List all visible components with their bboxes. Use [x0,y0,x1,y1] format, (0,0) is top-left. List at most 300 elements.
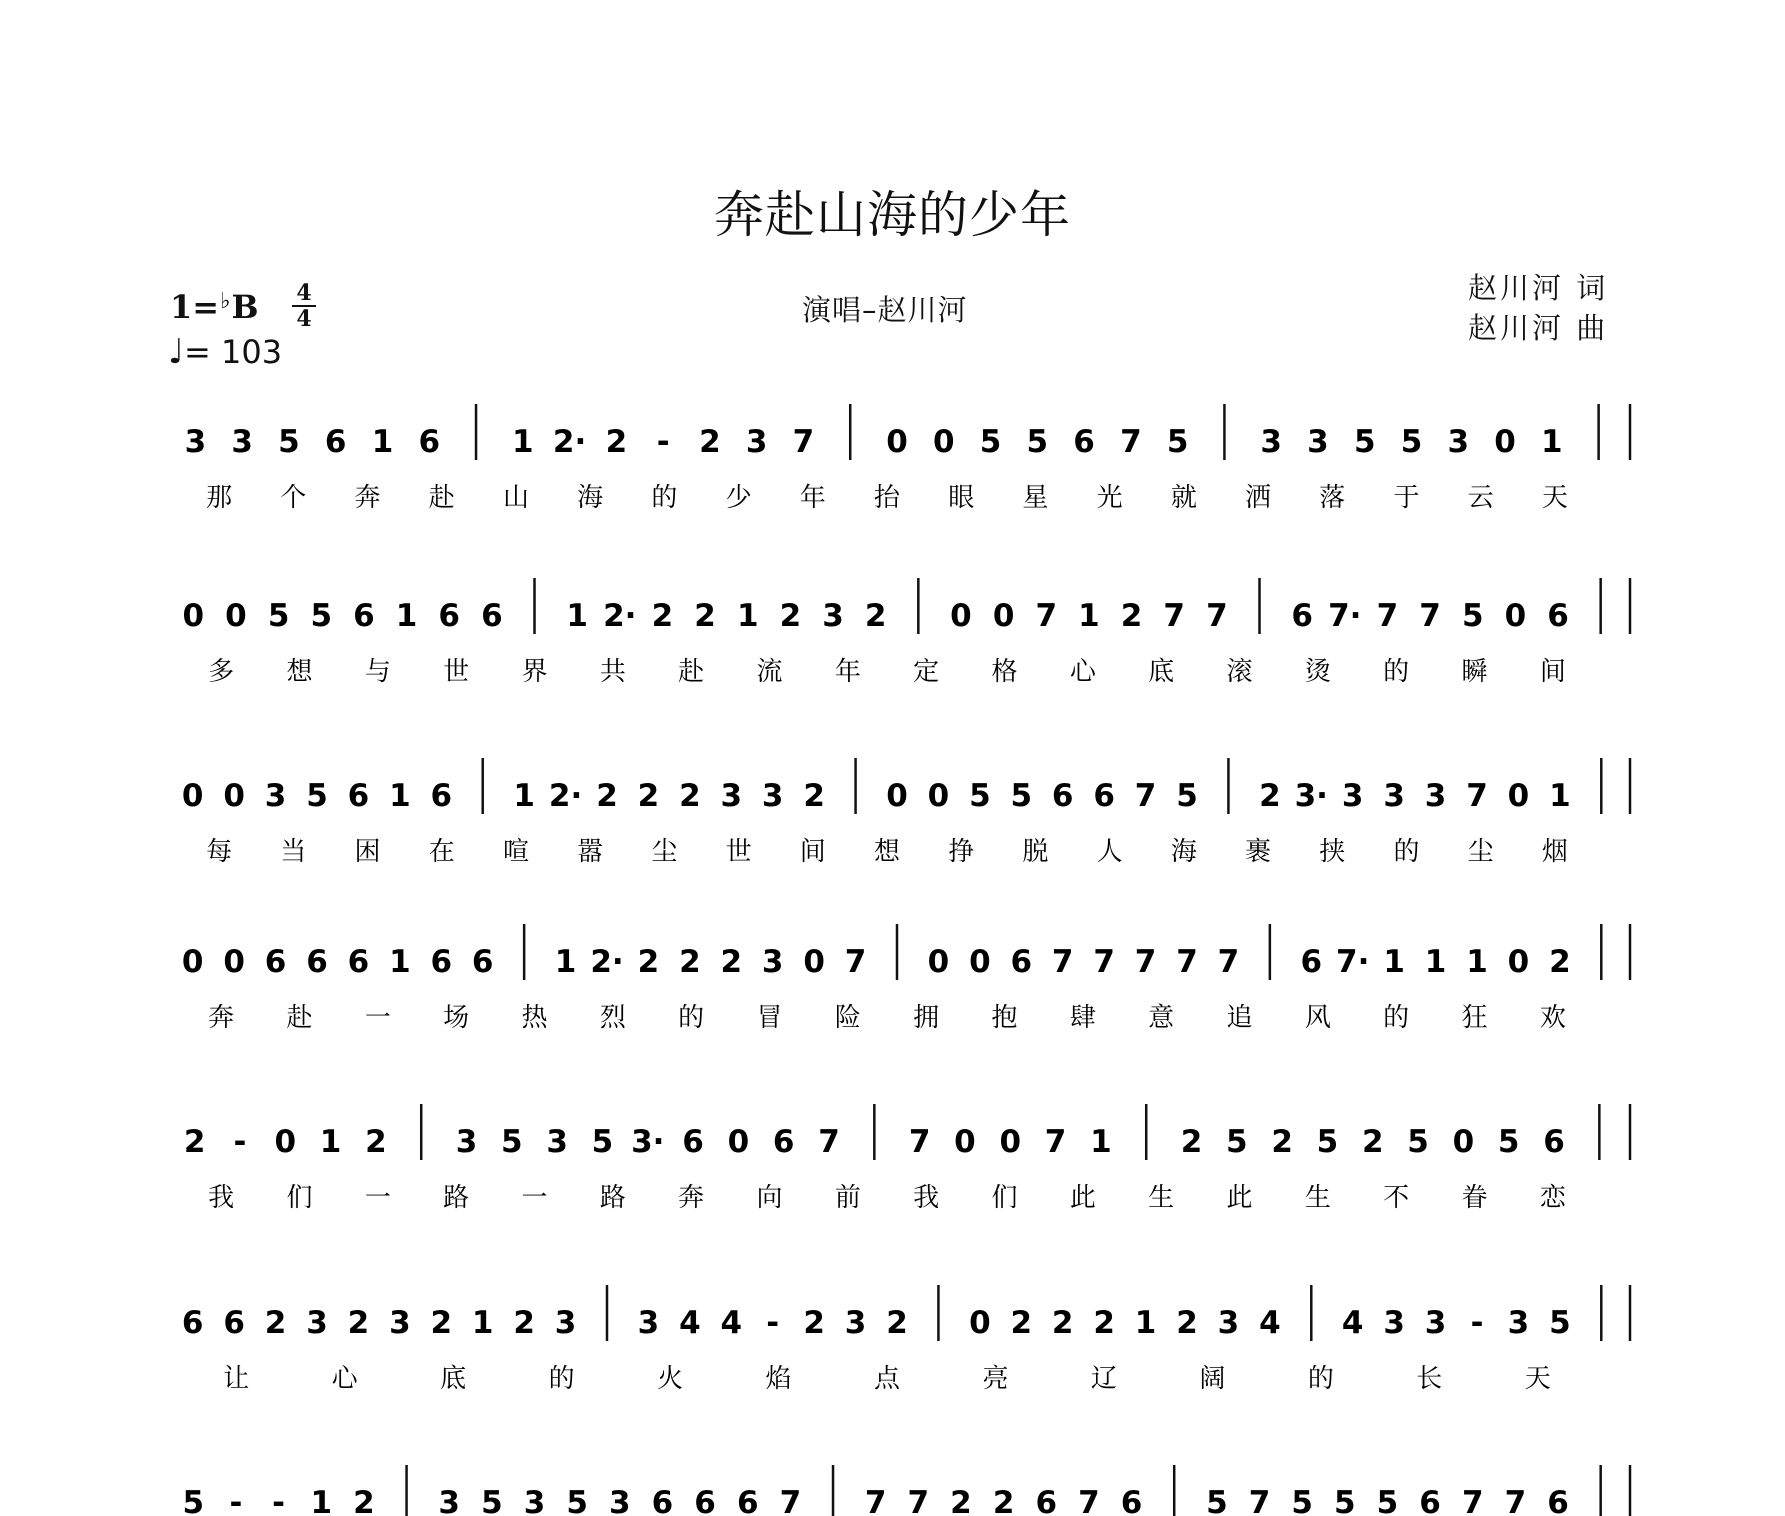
lyric-syllable: 烟 [1541,837,1568,867]
note: 0 [886,424,908,460]
note: 1 [319,1124,342,1160]
note: - [233,1124,247,1160]
lyric-syllable: 脱 [1022,837,1049,867]
note: 2 [353,1485,375,1516]
lyric-syllable: 路 [599,1183,626,1213]
note: 3 [306,1305,328,1341]
note: 0 [1507,944,1530,980]
note: 6 [1035,1485,1058,1516]
lyric-syllable: 赴 [678,657,705,687]
note: 6 [1419,1485,1441,1516]
note: 2 [803,778,825,814]
note: 1 [1090,1124,1112,1160]
note: 3 [637,1305,660,1341]
lyric-syllable: 挟 [1319,837,1346,867]
lyric-syllable: 底 [440,1364,467,1394]
note: 4 [1341,1305,1364,1341]
note: 7 [1461,1485,1484,1516]
note: 2 [1120,598,1143,634]
lyric-syllable: 的 [548,1364,575,1394]
lyric-syllable: 当 [280,837,307,867]
note: 6 [1291,598,1313,634]
note: 3 [844,1305,867,1341]
note: 6 [181,1305,204,1341]
note: 6 [306,944,328,980]
lyric-syllable: 于 [1393,483,1420,513]
note: 0 [803,944,825,980]
note: 2 [1180,1124,1203,1160]
note: 3· [1294,778,1328,814]
note: 2 [1010,1305,1033,1341]
note: 3 [1307,424,1329,460]
lyric-syllable: 眼 [948,483,975,513]
note: 3 [455,1124,478,1160]
lyric-syllable: 天 [1524,1364,1551,1394]
lyric-syllable: 海 [1170,837,1197,867]
note: 2 [596,778,618,814]
lyric-syllable: 滚 [1226,657,1253,687]
lyric-syllable: 尘 [1467,837,1494,867]
lyric-syllable: 格 [991,657,1018,687]
note: 3 [264,778,287,814]
lyric-syllable: 尘 [651,837,678,867]
note: 2 [183,1124,206,1160]
note: 3 [1447,424,1470,460]
lyric-syllable: 亮 [982,1364,1009,1394]
note: 0 [1494,424,1516,460]
note: 2 [637,778,660,814]
lyric-syllable: 流 [756,657,783,687]
note: 3 [554,1305,577,1341]
note: 2 [992,1485,1015,1516]
lyric-syllable: 冒 [756,1003,783,1033]
lyric-syllable: 天 [1541,483,1568,513]
note: 2 [365,1124,387,1160]
note: 7 [818,1124,840,1160]
note: 5 [481,1485,503,1516]
lyric-syllable: 生 [1304,1183,1331,1213]
key-note: B [231,288,259,326]
note: 7 [1044,1124,1067,1160]
lyric-syllable: 云 [1467,483,1494,513]
note: 3 [438,1485,460,1516]
note: 1 [512,424,534,460]
note: 7 [1134,778,1157,814]
note: 5 [1226,1124,1248,1160]
lyric-syllable: 恋 [1539,1183,1566,1213]
note: 5 [591,1124,614,1160]
note: 6 [1543,1124,1565,1160]
lyric-syllable: 少 [725,483,752,513]
note: 2 [803,1305,825,1341]
note: 0 [954,1124,976,1160]
note: 3 [389,1305,411,1341]
note: 1 [1549,778,1571,814]
note: 2 [264,1305,287,1341]
note: 6 [438,598,460,634]
note: 2 [1176,1305,1198,1341]
note: 5 [1166,424,1189,460]
composer-credit: 赵川河 曲 [1468,311,1609,345]
lyric-syllable: 的 [651,483,678,513]
lyric-syllable: 阔 [1199,1364,1226,1394]
lyric-syllable: 火 [657,1364,684,1394]
lyric-syllable: 与 [364,657,391,687]
note: 5 [566,1485,588,1516]
note: 0 [969,1305,991,1341]
note: 7 [908,1124,931,1160]
note: 2 [720,944,743,980]
note: 7 [864,1485,887,1516]
lyric-syllable: 们 [991,1183,1018,1213]
note: 5 [1176,778,1198,814]
note: 5 [1461,598,1484,634]
note: 7 [1078,1485,1100,1516]
note: 5 [306,778,328,814]
lyric-syllable: 烫 [1304,657,1331,687]
lyric-syllable: 挣 [948,837,975,867]
lyric-syllable: 的 [1307,1364,1334,1394]
lyric-syllable: 想 [286,657,313,687]
note: 3 [1424,778,1447,814]
lyric-syllable: 定 [913,657,940,687]
lyric-syllable: 拥 [913,1003,940,1033]
lyric-syllable: 抱 [991,1003,1018,1033]
lyric-syllable: 海 [577,483,604,513]
note: 0 [932,424,955,460]
note: 2 [679,778,701,814]
lyric-syllable: 抬 [873,483,901,513]
lyric-syllable: 世 [725,837,752,867]
note: 2· [548,778,583,814]
note: 1 [736,598,759,634]
lyric-syllable: 光 [1096,483,1123,513]
note: 1 [1134,1305,1157,1341]
singer-credit: 演唱–赵川河 [802,293,968,327]
lyric-syllable: 路 [443,1183,470,1213]
lyric-syllable: 此 [1069,1183,1096,1213]
lyric-syllable: 年 [834,657,861,687]
note: 1 [1541,424,1563,460]
lyric-syllable: 就 [1170,483,1197,513]
note: 5 [969,778,991,814]
lyric-syllable: 每 [206,837,233,867]
score-system [184,1104,1630,1213]
note: 6 [418,424,441,460]
flat-icon: ♭ [220,288,231,314]
lyric-syllable: 奔 [354,483,381,513]
note: 0 [927,944,950,980]
note: 1 [554,944,577,980]
note: 0 [969,944,991,980]
note: 2 [1051,1305,1074,1341]
note: 2 [679,944,701,980]
note: 6 [1547,1485,1569,1516]
note: 3 [1260,424,1282,460]
score-system [183,1465,1630,1516]
note: 2 [779,598,802,634]
note: 5 [267,598,290,634]
lyric-syllable: 焰 [765,1364,792,1394]
score-system [182,924,1630,1033]
note: 7 [907,1485,930,1516]
lyric-syllable: 风 [1304,1003,1331,1033]
note: 2· [603,598,637,634]
lyric-syllable: 心 [331,1364,358,1394]
note: 7 [1206,598,1228,634]
note: 0 [950,598,972,634]
note: 2 [950,1485,972,1516]
note: 1 [566,598,588,634]
note: 3 [1341,778,1364,814]
note: 2 [513,1305,535,1341]
note: 0 [1452,1124,1475,1160]
note: 1 [1383,944,1405,980]
note: 1 [371,424,394,460]
lyric-syllable: 共 [599,657,626,687]
lyric-syllable: 我 [208,1183,235,1213]
lyric-syllable: 意 [1148,1003,1175,1033]
note: 5 [979,424,1002,460]
note: 2 [637,944,660,980]
note: 6 [481,598,503,634]
note: - [272,1485,286,1516]
note: 2 [1259,778,1281,814]
note: 5 [1010,778,1033,814]
note: 6 [772,1124,795,1160]
note: 0 [181,944,204,980]
note: 0 [727,1124,750,1160]
lyric-syllable: 想 [873,837,901,867]
note: 7 [1163,598,1185,634]
note: 1 [310,1485,333,1516]
note: 6 [353,598,375,634]
lyric-syllable: 困 [354,837,381,867]
note: - [1470,1305,1484,1341]
note: 2 [1271,1124,1293,1160]
note: 7 [1035,598,1058,634]
lyric-syllable: 嚣 [577,837,604,867]
note: 2 [347,1305,370,1341]
lyric-syllable: 奔 [678,1183,705,1213]
note: 1 [513,778,535,814]
note: 2 [699,424,721,460]
lyric-syllable: 的 [1383,1003,1410,1033]
note: 0 [999,1124,1022,1160]
note: 5 [1026,424,1049,460]
note: 5 [1497,1124,1520,1160]
note: 2· [590,944,624,980]
note: 7 [1217,944,1240,980]
note: 7 [1051,944,1074,980]
note: 0 [223,944,245,980]
note: 3 [822,598,844,634]
lyric-syllable: 欢 [1539,1003,1566,1033]
note: 3 [1424,1305,1447,1341]
lyric-syllable: 间 [1539,657,1566,687]
note: 7 [844,944,867,980]
note: 6 [682,1124,704,1160]
note: 4 [1259,1305,1281,1341]
note: 2 [1361,1124,1384,1160]
note: 0 [992,598,1015,634]
lyric-syllable: 向 [756,1183,783,1213]
song-title: 奔赴山海的少年 [714,186,1071,244]
note: 7 [1376,598,1399,634]
time-signature-bottom: 4 [296,306,312,332]
lyric-syllable: 赴 [428,483,455,513]
note: 6 [430,778,453,814]
note: 4 [679,1305,701,1341]
note: 2 [651,598,674,634]
lyric-syllable: 不 [1383,1183,1410,1213]
note: 3 [745,424,768,460]
lyric-syllable: 间 [799,837,826,867]
note: 6 [347,778,370,814]
note: 7 [1093,944,1115,980]
lyric-syllable: 长 [1416,1364,1443,1394]
note: - [229,1485,243,1516]
note: 6 [223,1305,245,1341]
lyric-syllable: 肆 [1069,1003,1096,1033]
note: 0 [1507,778,1530,814]
note: 7 [1419,598,1441,634]
note: 7· [1328,598,1362,634]
note: 3 [546,1124,568,1160]
note: 7 [1466,778,1488,814]
lyric-syllable: 辽 [1090,1364,1117,1394]
note: 5 [1407,1124,1429,1160]
note: 2· [552,424,587,460]
note: 6 [1051,778,1074,814]
note: 3 [1383,778,1405,814]
note: 7 [779,1485,802,1516]
note: 7 [1176,944,1198,980]
note: 1 [395,598,418,634]
note: 2 [430,1305,453,1341]
note: 7 [792,424,815,460]
note: 6 [264,944,287,980]
lyric-syllable: 的 [1393,837,1420,867]
lyric-syllable: 个 [280,483,307,513]
tempo-value: = 103 [184,333,283,371]
note: 7· [1336,944,1370,980]
lyric-syllable: 底 [1148,657,1175,687]
lyric-syllable: 的 [678,1003,705,1033]
note: 1 [389,944,411,980]
note: 5 [1400,424,1423,460]
lyric-syllable: 人 [1096,837,1123,867]
lyric-syllable: 落 [1319,483,1346,513]
note: 6 [347,944,370,980]
note: 6 [471,944,494,980]
note: 2 [605,424,628,460]
note: 5 [1549,1305,1571,1341]
lyric-syllable: 世 [443,657,470,687]
lyric-syllable: 赴 [286,1003,313,1033]
lyric-syllable: 追 [1226,1003,1253,1033]
note: 7 [1120,424,1142,460]
lyric-syllable: 此 [1226,1183,1253,1213]
note: 5 [278,424,300,460]
note: - [656,424,670,460]
lyric-syllable: 一 [364,1183,391,1213]
lyric-syllable: 一 [364,1003,391,1033]
note: 1 [471,1305,494,1341]
note: 3 [1383,1305,1405,1341]
note: 0 [886,778,908,814]
note: 1 [1466,944,1488,980]
note: 0 [1504,598,1527,634]
lyric-syllable: 们 [286,1183,313,1213]
note: 5 [1334,1485,1356,1516]
note: 0 [223,778,245,814]
note: 3 [523,1485,546,1516]
note: 7 [1134,944,1157,980]
score-system [183,578,1630,687]
note: 3 [761,778,784,814]
lyric-syllable: 烈 [599,1003,626,1033]
note: 5 [1353,424,1376,460]
lyric-syllable: 界 [521,657,548,687]
score-system [182,1285,1630,1394]
lyric-syllable: 狂 [1461,1003,1488,1033]
note: 2 [864,598,887,634]
note: 5 [501,1124,523,1160]
note: 3 [231,424,253,460]
note: 5 [310,598,333,634]
lyric-syllable: 心 [1069,657,1096,687]
lyric-syllable: 生 [1148,1183,1175,1213]
lyric-syllable: 一 [521,1183,548,1213]
note: 2 [886,1305,908,1341]
note: 5 [1206,1485,1228,1516]
note: 6 [1073,424,1095,460]
note: 5 [1376,1485,1399,1516]
note: 5 [182,1485,205,1516]
lyric-syllable: 让 [223,1364,250,1394]
note: 0 [927,778,950,814]
note: 2 [1549,944,1571,980]
score-system [185,404,1630,513]
note: 3 [1507,1305,1530,1341]
lyric-syllable: 场 [443,1003,470,1033]
lyric-syllable: 多 [208,657,235,687]
note: 6 [324,424,347,460]
note: 3 [184,424,207,460]
lyric-syllable: 眷 [1461,1183,1488,1213]
lyric-syllable: 那 [206,483,233,513]
note: 3 [761,944,784,980]
note: 0 [182,598,205,634]
lyric-syllable: 点 [873,1364,901,1394]
note: 2 [1093,1305,1115,1341]
score-system [182,758,1630,867]
note: 0 [181,778,204,814]
lyric-syllable: 在 [428,837,455,867]
lyric-syllable: 奔 [208,1003,235,1033]
note: 3· [631,1124,665,1160]
note: 7 [1504,1485,1527,1516]
note: 4 [720,1305,743,1341]
note: 6 [694,1485,716,1516]
note: 7 [1248,1485,1271,1516]
lyric-syllable: 洒 [1245,483,1272,513]
note: - [766,1305,780,1341]
lyric-syllable: 山 [502,483,529,513]
lyric-syllable: 星 [1022,483,1049,513]
note: 6 [430,944,453,980]
